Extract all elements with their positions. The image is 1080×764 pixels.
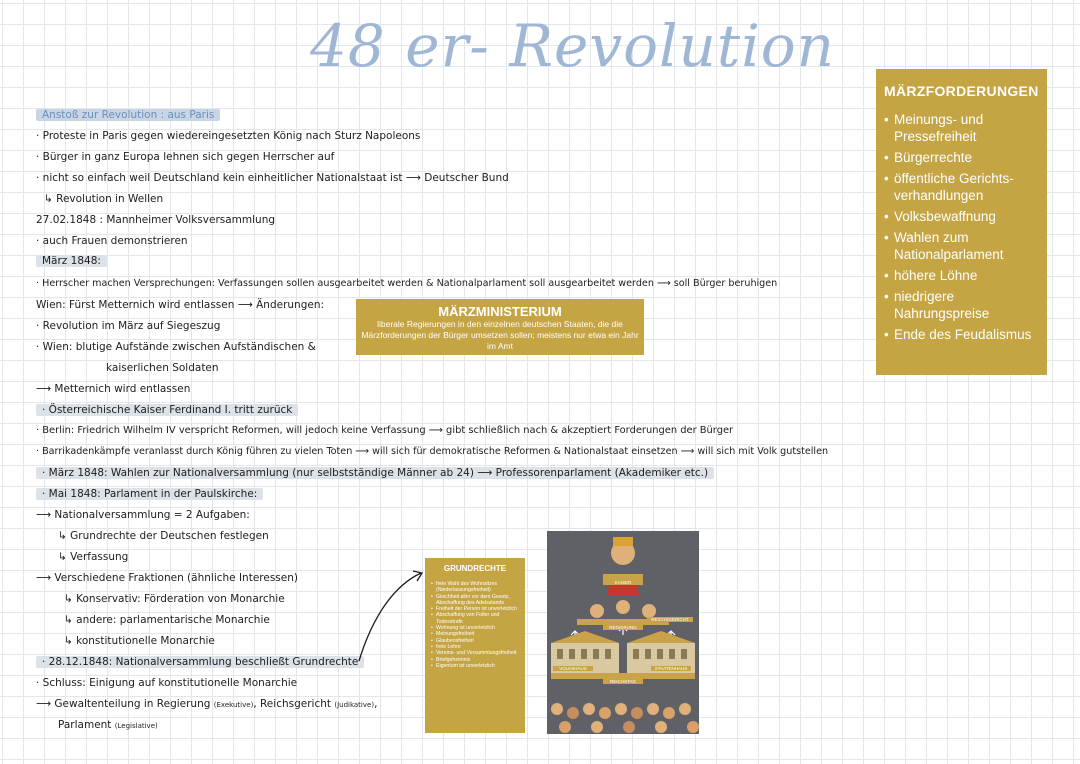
list-item: • Briefgeheimnis [431, 657, 519, 663]
note-line: ↳ Grundrechte der Deutschen festlegen [58, 530, 269, 542]
list-item: • höhere Löhne [884, 267, 1039, 284]
note-line: · Proteste in Paris gegen wiedereingesetzten König nach Sturz Napoleons [36, 130, 421, 142]
note-line: kaiserlichen Soldaten [106, 362, 219, 374]
list-item: • Meinungs- und Pressefreiheit [884, 111, 1039, 145]
note-line: ↳ Konservativ: Förderation von Monarchie [64, 593, 285, 605]
note-line: ⟶ Gewaltenteilung in Regierung (Exekutive), Reichsgericht (Judikative), [36, 698, 378, 710]
list-item: • Eigentum ist unverletzlich [431, 663, 519, 669]
verfassung-pyramid-illustration [547, 531, 699, 734]
list-item: • Wohnung ist unverletzlich [431, 625, 519, 631]
note-line: Parlament (Legislative) [58, 719, 158, 731]
note-line: ⟶ Nationalversammlung = 2 Aufgaben: [36, 509, 250, 521]
list-item: • Bürgerrechte [884, 149, 1039, 166]
note-line: 27.02.1848 : Mannheimer Volksversammlung [36, 214, 276, 226]
pyramid-label: REGIERUNG [603, 625, 643, 630]
grundrechte-box [425, 558, 525, 733]
list-item: • Gleichheit aller vor dem Gesetz, Abschaffung des Adelsstands [431, 594, 519, 607]
note-line: · auch Frauen demonstrieren [36, 235, 188, 247]
maerzforderungen-box [876, 69, 1047, 375]
note-heading-maerz: März 1848: [36, 254, 107, 268]
note-line: ↳ andere: parlamentarische Monarchie [64, 614, 270, 626]
maerzministerium-box [356, 299, 644, 355]
list-item: • Meinungsfreiheit [431, 631, 519, 637]
note-line: ↳ Revolution in Wellen [44, 193, 164, 205]
arrow-icon [355, 565, 425, 665]
pyramid-label: REICHSGERICHT [647, 617, 693, 622]
note-line: · Herrscher machen Versprechungen: Verfassungen sollen ausgearbeitet werden & Nationalparlament soll ausgearbeitet werden ⟶ soll Bürger beruhigen [36, 278, 778, 289]
note-line: ↳ Verfassung [58, 551, 129, 563]
list-item: • freie Wahl des Wohnsitzes (Niederlassungsfreiheit) [431, 581, 519, 594]
pyramid-drawing [547, 531, 699, 734]
list-item: • freie Lehre [431, 644, 519, 650]
note-line: ⟶ Metternich wird entlassen [36, 383, 191, 395]
pyramid-label: STAATENHAUS [651, 666, 691, 671]
maerzministerium-heading: MÄRZMINISTERIUM [438, 304, 562, 319]
pyramid-label: VOLKSHAUS [553, 666, 593, 671]
maerzministerium-text: liberale Regierungen in den einzelnen deutschen Staaten, die die Märzforderungen der Bürger umsetzen sollen; meistens nur etwa ein Jahr im Amt [361, 319, 639, 351]
list-item: • Vereins- und Versammlungsfreiheit [431, 650, 519, 656]
note-line: · Barrikadenkämpfe veranlasst durch König führen zu vielen Toten ⟶ will sich für demokratische Reformen & Nationalstaat einsetzen ⟶ will sich mit Volk gutstellen [36, 446, 829, 457]
note-line: · Berlin: Friedrich Wilhelm IV verspricht Reformen, will jedoch keine Verfassung ⟶ gibt schließlich nach & akzeptiert Forderungen der Bürger [36, 425, 734, 436]
note-line: · nicht so einfach weil Deutschland kein einheitlicher Nationalstaat ist ⟶ Deutscher Bund [36, 172, 509, 184]
list-item: • Glaubensfreiheit [431, 638, 519, 644]
note-line: · Revolution im März auf Siegeszug [36, 320, 221, 332]
list-item: • öffentliche Gerichts-verhandlungen [884, 170, 1039, 204]
note-line: · 28.12.1848: Nationalversammlung beschließt Grundrechte [36, 655, 364, 669]
pyramid-label: REICHSTAG [603, 679, 643, 684]
list-item: • Freiheit der Person ist unverletzlich [431, 606, 519, 612]
note-heading-anstoss: Anstoß zur Revolution : aus Paris [36, 108, 220, 122]
note-line: Wien: Fürst Metternich wird entlassen ⟶ Änderungen: [36, 299, 325, 311]
note-line: · Österreichische Kaiser Ferdinand I. tritt zurück [36, 403, 298, 417]
list-item: • niedrigere Nahrungspreise [884, 288, 1039, 322]
list-item: • Abschaffung von Folter und Todesstrafe [431, 612, 519, 625]
pyramid-label: KAISER [603, 580, 643, 585]
list-item: • Ende des Feudalismus [884, 326, 1039, 343]
list-item: • Volksbewaffnung [884, 208, 1039, 225]
note-line: · Wien: blutige Aufstände zwischen Aufständischen & [36, 341, 316, 353]
note-line: · Schluss: Einigung auf konstitutionelle Monarchie [36, 677, 298, 689]
note-line: · März 1848: Wahlen zur Nationalversammlung (nur selbstständige Männer ab 24) ⟶ Professorenparlament (Akademiker etc.) [36, 466, 714, 480]
list-item: • Wahlen zum Nationalparlament [884, 229, 1039, 263]
note-line: · Bürger in ganz Europa lehnen sich gegen Herrscher auf [36, 151, 335, 163]
note-line: · Mai 1848: Parlament in der Paulskirche: [36, 487, 263, 501]
maerzforderungen-heading: MÄRZFORDERUNGEN [884, 83, 1039, 99]
page-title: 48 er- Revolution [310, 12, 836, 80]
note-line: ⟶ Verschiedene Fraktionen (ähnliche Interessen) [36, 572, 298, 584]
note-line: ↳ konstitutionelle Monarchie [64, 635, 215, 647]
grundrechte-heading: GRUNDRECHTE [443, 564, 507, 573]
